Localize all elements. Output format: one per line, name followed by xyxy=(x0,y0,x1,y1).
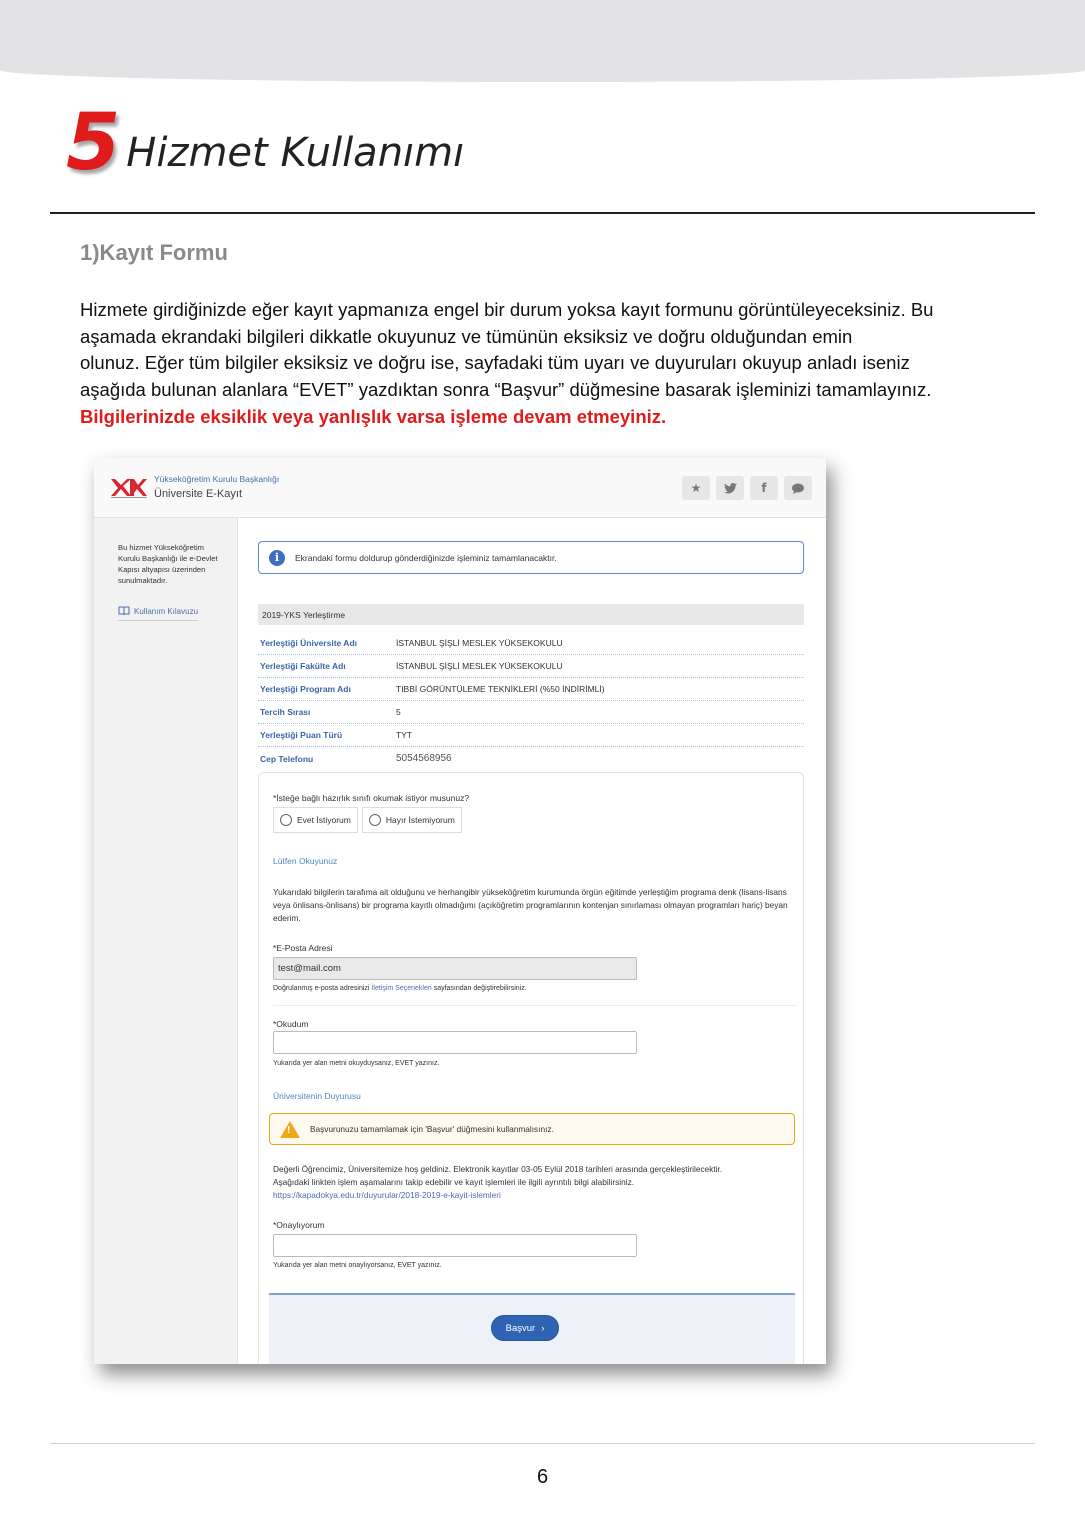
user-guide-label: Kullanım Kılavuzu xyxy=(134,606,199,616)
chevron-right-icon: › xyxy=(541,1322,545,1334)
row-label: Yerleştiği Puan Türü xyxy=(260,730,343,740)
announcement-link[interactable]: https://kapadokya.edu.tr/duyurular/2018-2019-e-kayit-islemleri xyxy=(273,1190,501,1200)
read-help: Yukarıda yer alan metni okuyduysanız, EVET yazınız. xyxy=(273,1060,440,1067)
placement-section-label: 2019-YKS Yerleştirme xyxy=(258,604,804,625)
top-band xyxy=(0,0,1085,82)
intro-line: aşamada ekrandaki bilgileri dikkatle okuyunuz ve tümünün eksiksiz ve doğru olduğundan emin xyxy=(80,325,853,347)
registration-form xyxy=(258,772,804,1364)
row-value: 5054568956 xyxy=(396,753,452,764)
radio-yes[interactable] xyxy=(280,814,292,826)
email-field[interactable] xyxy=(273,957,637,980)
intro-warning: Bilgilerinizde eksiklik veya yanlışlık varsa işleme devam etmeyiniz. xyxy=(80,405,667,427)
warning-text: Başvurunuzu tamamlamak için 'Başvur' düğmesini kullanmalısınız. xyxy=(310,1124,554,1134)
row-label: Cep Telefonu xyxy=(260,753,314,764)
book-icon xyxy=(118,606,130,616)
page-number: 6 xyxy=(536,1466,549,1488)
row-value: İSTANBUL ŞİŞLİ MESLEK YÜKSEKOKULU xyxy=(396,661,563,671)
option-no-label: Hayır İstemiyorum xyxy=(385,815,455,825)
registration-form-screenshot xyxy=(94,458,826,1364)
announcement-heading: Üniversitenin Duyurusu xyxy=(273,1091,361,1101)
sidebar-note: Bu hizmet Yükseköğretim Kurulu Başkanlığı ile e-Devlet Kapısı altyapısı üzerinden sunulmaktadır. xyxy=(118,543,218,585)
table-row xyxy=(258,747,804,770)
warning-message xyxy=(269,1113,795,1145)
user-guide-link[interactable] xyxy=(118,606,198,616)
chapter-heading xyxy=(66,98,465,188)
option-no[interactable] xyxy=(362,807,462,833)
announcement-text xyxy=(273,1163,793,1202)
row-value: 5 xyxy=(396,707,401,717)
warning-icon: ! xyxy=(280,1121,300,1138)
radio-no[interactable] xyxy=(369,814,381,826)
declaration-text: Yukarıdaki bilgilerin tarafıma ait olduğunu ve herhangibir yükseköğretim kurumunda örgün eğitimde yerleştiğim programa denk (lisans-lisans veya önlisans-önlisans) bir programa kayıtlı olmadığımı (açıköğretim programlarının kontenjan sınırlaması olmayan programları hariç) beyan ederim. xyxy=(273,887,788,923)
placement-table xyxy=(258,632,804,770)
intro-line: aşağıda bulunan alanlara “EVET” yazdıktan sonra “Başvur” düğmesine basarak işleminizi tamamlayınız. xyxy=(80,379,932,401)
announcement-line: Aşağıdaki linkten işlem aşamalarını takip edebilir ve kayıt işlemleri ile ilgili ayrıntılı bilgi alabilirsiniz. xyxy=(273,1177,635,1187)
chat-icon[interactable] xyxy=(784,476,812,500)
chapter-title: Hizmet Kullanımı xyxy=(126,130,465,176)
yok-logo-icon xyxy=(110,476,148,498)
read-confirm-input[interactable] xyxy=(273,1031,637,1054)
divider xyxy=(273,1005,797,1006)
option-yes[interactable] xyxy=(273,807,358,833)
submit-area xyxy=(269,1293,795,1364)
header-icons xyxy=(682,476,812,500)
approve-label: *Onaylıyorum xyxy=(273,1220,325,1230)
info-text: Ekrandaki formu doldurup gönderdiğinizde işleminiz tamamlanacaktır. xyxy=(295,552,557,563)
table-row xyxy=(258,724,804,747)
table-row xyxy=(258,701,804,724)
info-message xyxy=(258,541,804,574)
info-icon: i xyxy=(269,550,285,566)
option-yes-label: Evet İstiyorum xyxy=(297,815,351,825)
approve-confirm-input[interactable] xyxy=(273,1234,637,1257)
email-help-text: Doğrulanmış e-posta adresinizi xyxy=(273,985,372,992)
email-label: *E-Posta Adresi xyxy=(273,943,333,953)
table-row xyxy=(258,632,804,655)
table-row xyxy=(258,655,804,678)
row-label: Yerleştiği Üniversite Adı xyxy=(260,638,357,648)
twitter-icon[interactable] xyxy=(716,476,744,500)
read-label: *Okudum xyxy=(273,1019,309,1029)
sidebar-divider xyxy=(118,620,198,621)
announcement-line: Değerli Öğrencimiz, Üniversitemize hoş geldiniz. Elektronik kayıtlar 03-05 Eylül 2018 tarihleri arasında gerçekleştirilecektir. xyxy=(273,1164,723,1174)
app-name: Üniversite E-Kayıt xyxy=(154,488,243,500)
facebook-icon[interactable]: f xyxy=(750,476,778,500)
intro-text xyxy=(80,297,1020,431)
email-help xyxy=(273,985,527,992)
section-title: 1)Kayıt Formu xyxy=(80,240,228,265)
chapter-number: 5 xyxy=(66,98,119,188)
app-header xyxy=(94,458,826,518)
table-row xyxy=(258,678,804,701)
row-value: İSTANBUL ŞİŞLİ MESLEK YÜKSEKOKULU xyxy=(396,638,563,648)
email-help-text: sayfasından değiştirebilirsiniz. xyxy=(431,985,527,992)
sidebar xyxy=(94,518,238,1364)
row-label: Tercih Sırası xyxy=(260,707,311,717)
read-heading: Lütfen Okuyunuz xyxy=(273,856,338,866)
org-name: Yükseköğretim Kurulu Başkanlığı xyxy=(154,474,280,484)
approve-help: Yukarıda yer alan metni onaylıyorsanız, EVET yazınız. xyxy=(273,1262,442,1269)
submit-button[interactable] xyxy=(491,1315,559,1341)
heading-rule xyxy=(50,212,1035,214)
intro-line: Hizmete girdiğinizde eğer kayıt yapmanıza engel bir durum yoksa kayıt formunu görüntüleyeceksiniz. Bu xyxy=(80,299,934,320)
star-icon[interactable]: ★ xyxy=(682,476,710,500)
prep-class-question: *İsteğe bağlı hazırlık sınıfı okumak istiyor musunuz? xyxy=(273,793,470,803)
row-label: Yerleştiği Fakülte Adı xyxy=(260,661,346,671)
submit-label: Başvur xyxy=(505,1322,536,1334)
prep-class-options xyxy=(273,807,462,833)
intro-line: olunuz. Eğer tüm bilgiler eksiksiz ve doğru ise, sayfadaki tüm uyarı ve duyuruları okuyup anladı iseniz xyxy=(80,352,910,374)
row-value: TIBBİ GÖRÜNTÜLEME TEKNİKLERİ (%50 İNDİRİMLİ) xyxy=(396,684,605,694)
row-label: Yerleştiği Program Adı xyxy=(260,684,351,694)
row-value: TYT xyxy=(396,730,413,740)
footer-rule xyxy=(50,1443,1035,1444)
contact-options-link[interactable]: İletişim Seçenekleri xyxy=(371,985,432,992)
